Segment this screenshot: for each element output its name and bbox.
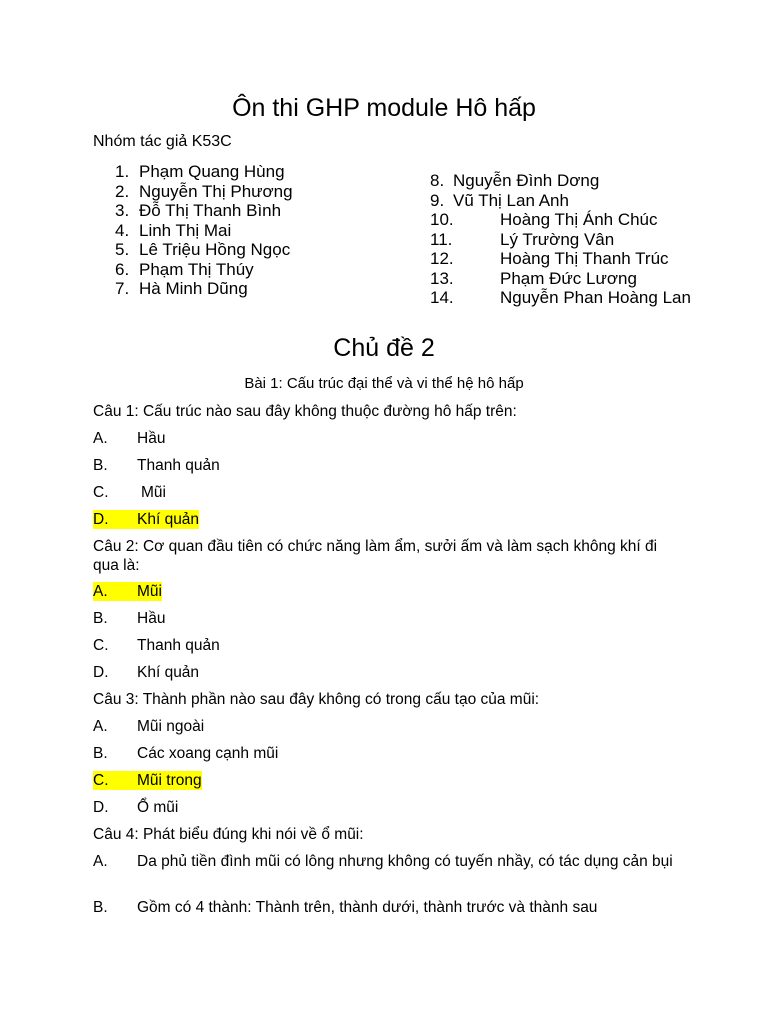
question-1-option-c: C. Mũi: [93, 484, 166, 501]
question-1: Câu 1: Cấu trúc nào sau đây không thuộc đường hô hấp trên:: [93, 403, 517, 420]
list-item: 12. Hoàng Thị Thanh Trúc: [430, 249, 669, 268]
list-item: 10. Hoàng Thị Ánh Chúc: [430, 210, 658, 229]
question-2-option-c: C. Thanh quản: [93, 637, 220, 654]
question-2-option-b: B. Hầu: [93, 610, 166, 627]
topic-heading: Chủ đề 2: [333, 334, 435, 362]
list-item: 5. Lê Triệu Hồng Ngọc: [115, 240, 291, 259]
list-item: 13. Phạm Đức Lương: [430, 268, 637, 288]
question-3-option-a: A. Mũi ngoài: [93, 718, 205, 735]
list-item: 2. Nguyễn Thị Phương: [115, 181, 293, 201]
question-3-option-c-answer: C. Mũi trong: [93, 772, 202, 789]
lesson-heading: Bài 1: Cấu trúc đại thể và vi thể hệ hô hấp: [244, 375, 524, 392]
question-2-option-d: D. Khí quản: [93, 664, 200, 681]
authors-heading: Nhóm tác giả K53C: [93, 133, 232, 150]
question-1-option-d-answer: D. Khí quản: [93, 511, 200, 528]
author-list-right: [430, 171, 691, 308]
document-title: Ôn thi GHP module Hô hấp: [232, 94, 536, 122]
author-list-left: [115, 162, 293, 299]
list-item: 9. Vũ Thị Lan Anh: [430, 190, 569, 210]
question-3-option-b: B. Các xoang cạnh mũi: [93, 745, 279, 762]
question-4-option-a: A. Da phủ tiền đình mũi có lông nhưng không có tuyến nhầy, có tác dụng cản bụi: [93, 853, 673, 870]
question-1-option-a: A. Hầu: [93, 430, 166, 447]
list-item: 4. Linh Thị Mai: [115, 220, 232, 240]
list-item: 1. Phạm Quang Hùng: [115, 162, 285, 181]
question-2-option-a-answer: A. Mũi: [93, 583, 162, 600]
list-item: 14. Nguyễn Phan Hoàng Lan: [430, 288, 691, 307]
question-4: Câu 4: Phát biểu đúng khi nói về ổ mũi:: [93, 826, 364, 843]
list-item: 3. Đỗ Thị Thanh Bình: [115, 201, 282, 220]
list-item: 7. Hà Minh Dũng: [115, 279, 248, 298]
list-item: 6. Phạm Thị Thúy: [115, 259, 254, 279]
question-1-option-b: B. Thanh quản: [93, 457, 220, 474]
question-3-option-d: D. Ổ mũi: [93, 799, 179, 816]
list-item: 8. Nguyễn Đình Dơng: [430, 171, 600, 190]
question-3: Câu 3: Thành phần nào sau đây không có trong cấu tạo của mũi:: [93, 691, 540, 708]
list-item: 11. Lý Trường Vân: [430, 229, 615, 249]
question-4-option-b: B. Gồm có 4 thành: Thành trên, thành dưới, thành trước và thành sau: [93, 899, 598, 916]
question-2: Câu 2: Cơ quan đầu tiên có chức năng làm ẩm, sưởi ấm và làm sạch không khí đi qua là:: [93, 538, 658, 574]
